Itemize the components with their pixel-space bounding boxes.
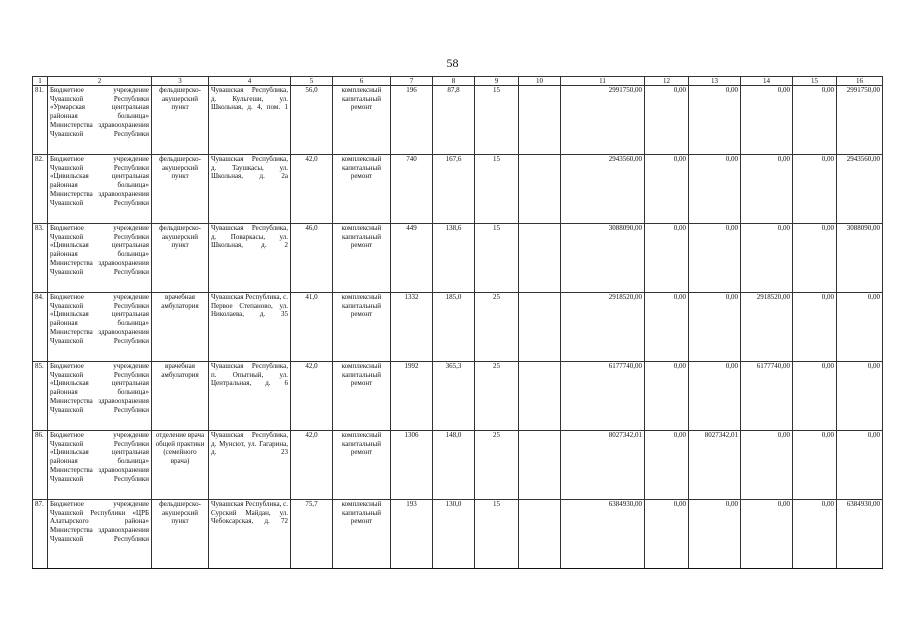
col12-cell: 0,00	[645, 224, 689, 293]
work-type-cell: комплексный капитальный ремонт	[333, 86, 391, 155]
facility-type-cell: врачебная амбулатория	[152, 362, 209, 431]
facility-type-cell: фельдшерско-акушерский пункт	[152, 224, 209, 293]
col8-cell: 130,0	[433, 500, 475, 569]
column-number-cell: 9	[475, 77, 519, 86]
area-cell: 56,0	[291, 86, 333, 155]
column-number-cell: 16	[837, 77, 883, 86]
column-number-cell: 3	[152, 77, 209, 86]
col7-cell: 1332	[391, 293, 433, 362]
organization-cell: Бюджетное учреждение Чувашской Республики «Урмарская центральная районная больница» Министерства здравоохранения Чувашской Республики	[48, 86, 152, 155]
organization-cell: Бюджетное учреждение Чувашской Республики «Цивильская центральная районная больница» Министерства здравоохранения Чувашской Республики	[48, 293, 152, 362]
col7-cell: 740	[391, 155, 433, 224]
address-cell: Чувашская Республика, д. Таушкасы, ул. Школьная, д. 2а	[209, 155, 291, 224]
col13-cell: 0,00	[689, 500, 741, 569]
col15-cell: 0,00	[793, 293, 837, 362]
col8-cell: 365,3	[433, 362, 475, 431]
organization-cell: Бюджетное учреждение Чувашской Республики «Цивильская центральная районная больница» Министерства здравоохранения Чувашской Республики	[48, 224, 152, 293]
column-number-cell: 5	[291, 77, 333, 86]
total-cost-cell: 3088090,00	[561, 224, 645, 293]
facility-type-cell: врачебная амбулатория	[152, 293, 209, 362]
col15-cell: 0,00	[793, 155, 837, 224]
col8-cell: 185,0	[433, 293, 475, 362]
row-number-cell: 85.	[33, 362, 48, 431]
work-type-cell: комплексный капитальный ремонт	[333, 155, 391, 224]
total-cost-cell: 2991750,00	[561, 86, 645, 155]
col10-cell	[519, 86, 561, 155]
col8-cell: 87,8	[433, 86, 475, 155]
facility-type-cell: фельдшерско-акушерский пункт	[152, 86, 209, 155]
col15-cell: 0,00	[793, 431, 837, 500]
table-row	[33, 500, 883, 569]
area-cell: 46,0	[291, 224, 333, 293]
area-cell: 42,0	[291, 431, 333, 500]
table-row	[33, 224, 883, 293]
col12-cell: 0,00	[645, 293, 689, 362]
col15-cell: 0,00	[793, 500, 837, 569]
col9-cell: 15	[475, 155, 519, 224]
col12-cell: 0,00	[645, 155, 689, 224]
table-row	[33, 86, 883, 155]
col7-cell: 193	[391, 500, 433, 569]
column-number-cell: 11	[561, 77, 645, 86]
col7-cell: 449	[391, 224, 433, 293]
col15-cell: 0,00	[793, 224, 837, 293]
col14-cell: 2918520,00	[741, 293, 793, 362]
column-number-cell: 13	[689, 77, 741, 86]
col16-cell: 2991750,00	[837, 86, 883, 155]
col7-cell: 1992	[391, 362, 433, 431]
facility-type-cell: отделение врача общей практики (семейного врача)	[152, 431, 209, 500]
col16-cell: 3088090,00	[837, 224, 883, 293]
total-cost-cell: 6177740,00	[561, 362, 645, 431]
column-number-cell: 10	[519, 77, 561, 86]
column-number-cell: 2	[48, 77, 152, 86]
total-cost-cell: 8027342,01	[561, 431, 645, 500]
table-row	[33, 293, 883, 362]
column-number-row	[33, 77, 883, 86]
work-type-cell: комплексный капитальный ремонт	[333, 293, 391, 362]
col9-cell: 25	[475, 362, 519, 431]
page-number: 58	[446, 56, 459, 70]
col13-cell: 8027342,01	[689, 431, 741, 500]
col14-cell: 0,00	[741, 155, 793, 224]
col13-cell: 0,00	[689, 224, 741, 293]
column-number-cell: 6	[333, 77, 391, 86]
col8-cell: 167,6	[433, 155, 475, 224]
col13-cell: 0,00	[689, 86, 741, 155]
col14-cell: 0,00	[741, 431, 793, 500]
area-cell: 41,0	[291, 293, 333, 362]
organization-cell: Бюджетное учреждение Чувашской Республики «ЦРБ Алатырского района» Министерства здравоохранения Чувашской Республики	[48, 500, 152, 569]
work-type-cell: комплексный капитальный ремонт	[333, 431, 391, 500]
col10-cell	[519, 293, 561, 362]
col10-cell	[519, 500, 561, 569]
col16-cell: 0,00	[837, 293, 883, 362]
area-cell: 42,0	[291, 362, 333, 431]
col15-cell: 0,00	[793, 86, 837, 155]
work-type-cell: комплексный капитальный ремонт	[333, 362, 391, 431]
col10-cell	[519, 362, 561, 431]
col9-cell: 25	[475, 431, 519, 500]
col12-cell: 0,00	[645, 362, 689, 431]
col9-cell: 25	[475, 293, 519, 362]
column-number-cell: 7	[391, 77, 433, 86]
organization-cell: Бюджетное учреждение Чувашской Республики «Цивильская центральная районная больница» Министерства здравоохранения Чувашской Республики	[48, 431, 152, 500]
col14-cell: 0,00	[741, 224, 793, 293]
column-number-cell: 4	[209, 77, 291, 86]
col10-cell	[519, 431, 561, 500]
row-number-cell: 86.	[33, 431, 48, 500]
row-number-cell: 84.	[33, 293, 48, 362]
col16-cell: 0,00	[837, 362, 883, 431]
col14-cell: 0,00	[741, 86, 793, 155]
col13-cell: 0,00	[689, 362, 741, 431]
col14-cell: 0,00	[741, 500, 793, 569]
organization-cell: Бюджетное учреждение Чувашской Республики «Цивильская центральная районная больница» Министерства здравоохранения Чувашской Республики	[48, 155, 152, 224]
col13-cell: 0,00	[689, 293, 741, 362]
col16-cell: 2943560,00	[837, 155, 883, 224]
work-type-cell: комплексный капитальный ремонт	[333, 500, 391, 569]
col9-cell: 15	[475, 86, 519, 155]
row-number-cell: 81.	[33, 86, 48, 155]
col10-cell	[519, 224, 561, 293]
address-cell: Чувашская Республика, п. Опытный, ул. Центральная, д. 6	[209, 362, 291, 431]
address-cell: Чувашская Республика, с. Первое Степаново, ул. Николаева, д. 35	[209, 293, 291, 362]
address-cell: Чувашская Республика, д. Поваркасы, ул. Школьная, д. 2	[209, 224, 291, 293]
address-cell: Чувашская Республика, с. Сурский Майдан, ул. Чебоксарская, д. 72	[209, 500, 291, 569]
col15-cell: 0,00	[793, 362, 837, 431]
col16-cell: 0,00	[837, 431, 883, 500]
row-number-cell: 82.	[33, 155, 48, 224]
col8-cell: 148,0	[433, 431, 475, 500]
column-number-cell: 12	[645, 77, 689, 86]
total-cost-cell: 6384930,00	[561, 500, 645, 569]
total-cost-cell: 2943560,00	[561, 155, 645, 224]
total-cost-cell: 2918520,00	[561, 293, 645, 362]
col14-cell: 6177740,00	[741, 362, 793, 431]
col13-cell: 0,00	[689, 155, 741, 224]
table-row	[33, 362, 883, 431]
organization-cell: Бюджетное учреждение Чувашской Республики «Цивильская центральная районная больница» Министерства здравоохранения Чувашской Республики	[48, 362, 152, 431]
register-table	[32, 76, 883, 569]
area-cell: 42,0	[291, 155, 333, 224]
col7-cell: 1306	[391, 431, 433, 500]
col7-cell: 196	[391, 86, 433, 155]
col9-cell: 15	[475, 500, 519, 569]
column-number-cell: 14	[741, 77, 793, 86]
row-number-cell: 83.	[33, 224, 48, 293]
column-number-cell: 8	[433, 77, 475, 86]
col12-cell: 0,00	[645, 431, 689, 500]
column-number-cell: 1	[33, 77, 48, 86]
facility-type-cell: фельдшерско-акушерский пункт	[152, 155, 209, 224]
col16-cell: 6384930,00	[837, 500, 883, 569]
col12-cell: 0,00	[645, 500, 689, 569]
table-row	[33, 431, 883, 500]
address-cell: Чувашская Республика, д. Кульгеши, ул. Школьная, д. 4, пом. 1	[209, 86, 291, 155]
table-row	[33, 155, 883, 224]
facility-type-cell: фельдшерско-акушерский пункт	[152, 500, 209, 569]
area-cell: 75,7	[291, 500, 333, 569]
row-number-cell: 87.	[33, 500, 48, 569]
column-number-cell: 15	[793, 77, 837, 86]
col12-cell: 0,00	[645, 86, 689, 155]
col10-cell	[519, 155, 561, 224]
address-cell: Чувашская Республика, д. Мунсют, ул. Гагарина, д. 23	[209, 431, 291, 500]
col8-cell: 138,6	[433, 224, 475, 293]
work-type-cell: комплексный капитальный ремонт	[333, 224, 391, 293]
col9-cell: 15	[475, 224, 519, 293]
